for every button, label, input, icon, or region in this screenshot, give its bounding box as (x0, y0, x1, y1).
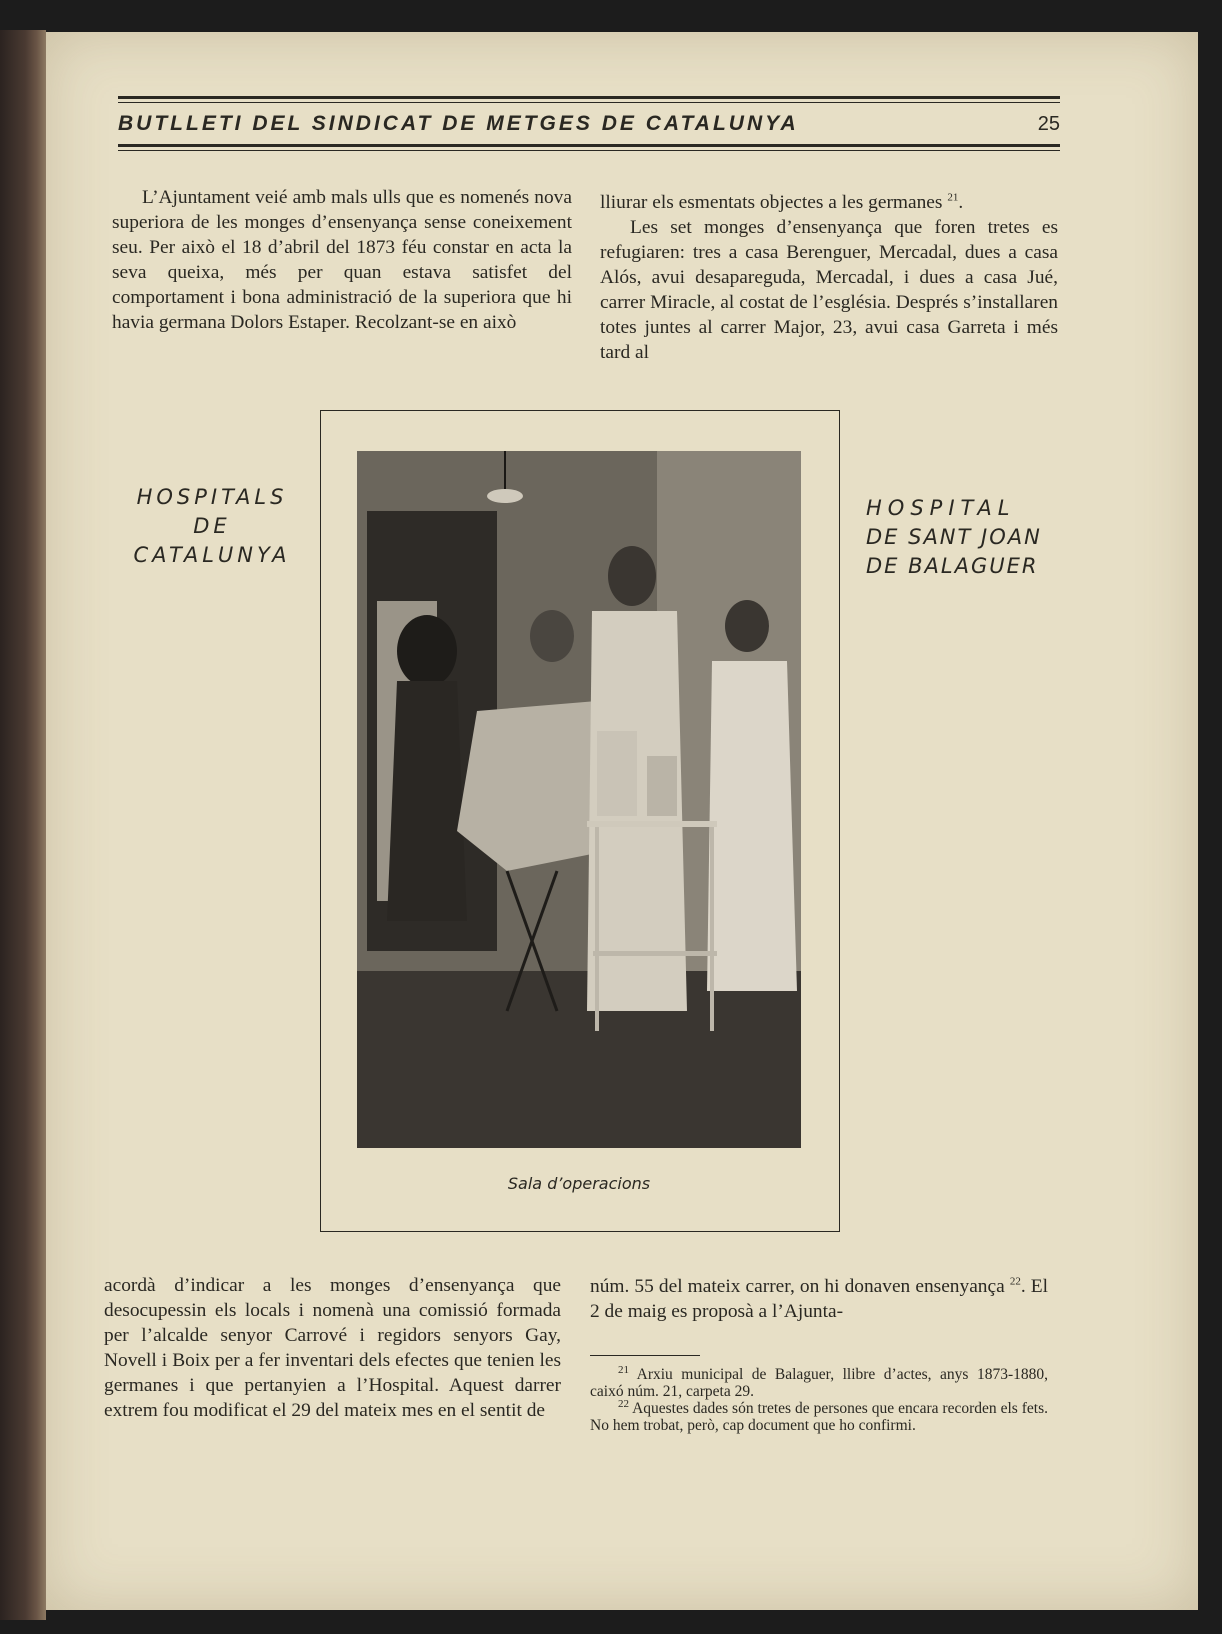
footnote-mark: 22 (618, 1397, 629, 1410)
figure-caption: Sala d’operacions (507, 1174, 651, 1193)
footnotes (590, 1363, 1048, 1434)
paragraph: acordà d’indicar a les monges d’ensenyança que desocupessin els locals i nomenà una comissió formada per l’alcalde senyor Carrové i regidors senyors Gay, Novell i Boix per a fer inventari dels efectes que tenien les germanes i que pertanyien a l’Hospital. Aquest darrer extrem fou modificat el 29 del mateix mes en el sentit de (104, 1275, 561, 1421)
section-title-left: HOSPITALS DE CATALUNYA (133, 485, 291, 567)
top-right-column (600, 190, 1058, 365)
operating-room-illustration (357, 451, 801, 1148)
footnote-rule (590, 1355, 700, 1356)
operating-room-photo (357, 451, 801, 1148)
top-left-column (112, 185, 572, 335)
paragraph: lliurar els esmentats objectes a les germanes $^{21}$. (600, 191, 964, 213)
footnote-mark: 21 (618, 1363, 629, 1376)
section-title-right: HOSPITAL DE SANT JOAN DE BALAGUER (866, 496, 1042, 578)
book-binding (0, 30, 46, 1620)
bottom-right-column (590, 1274, 1048, 1324)
footnote-ref: 22 (1009, 1275, 1021, 1288)
header-rule-bottom-thin (118, 150, 1060, 151)
header-rule-top-thin (118, 102, 1060, 103)
paragraph: L’Ajuntament veié amb mals ulls que es nomenés nova superiora de les monges d’ensenyança sense coneixement seu. Per això el 18 d’abril del 1873 féu constar en acta la seva queixa, més per quan estava satisfet del comportament i bona administració de la superiora que hi havia germana Dolors Estaper. Recolzant-se en això (112, 187, 572, 333)
header-rule-bottom (118, 144, 1060, 147)
footnote: $^{22}$ Aquestes dades són tretes de persones que encara recorden els fets. No hem trobat, però, cap document que ho confirmi. (590, 1397, 1048, 1434)
journal-title: BUTLLETI DEL SINDICAT DE METGES DE CATALUNYA (118, 112, 799, 135)
page-number: 25 (1037, 113, 1060, 135)
footnote-ref: 21 (947, 191, 959, 204)
footnote: $^{21}$ Arxiu municipal de Balaguer, llibre d’actes, anys 1873-1880, caixó núm. 21, carpeta 29. (590, 1363, 1048, 1400)
paragraph: núm. 55 del mateix carrer, on hi donaven ensenyança $^{22}$. El 2 de maig es proposà a l’Ajunta- (590, 1275, 1049, 1322)
running-head (118, 112, 1060, 136)
header-rule-top (118, 96, 1060, 99)
bottom-left-column (104, 1273, 561, 1423)
paragraph: Les set monges d’ensenyança que foren tretes es refugiaren: tres a casa Berenguer, Mercadal, dues a casa Alós, avui desapareguda, Mercadal, i dues a casa Jué, carrer Miracle, al costat de l’església. Després s’installaren totes juntes al carrer Major, 23, avui casa Garreta i més tard al (600, 217, 1058, 363)
